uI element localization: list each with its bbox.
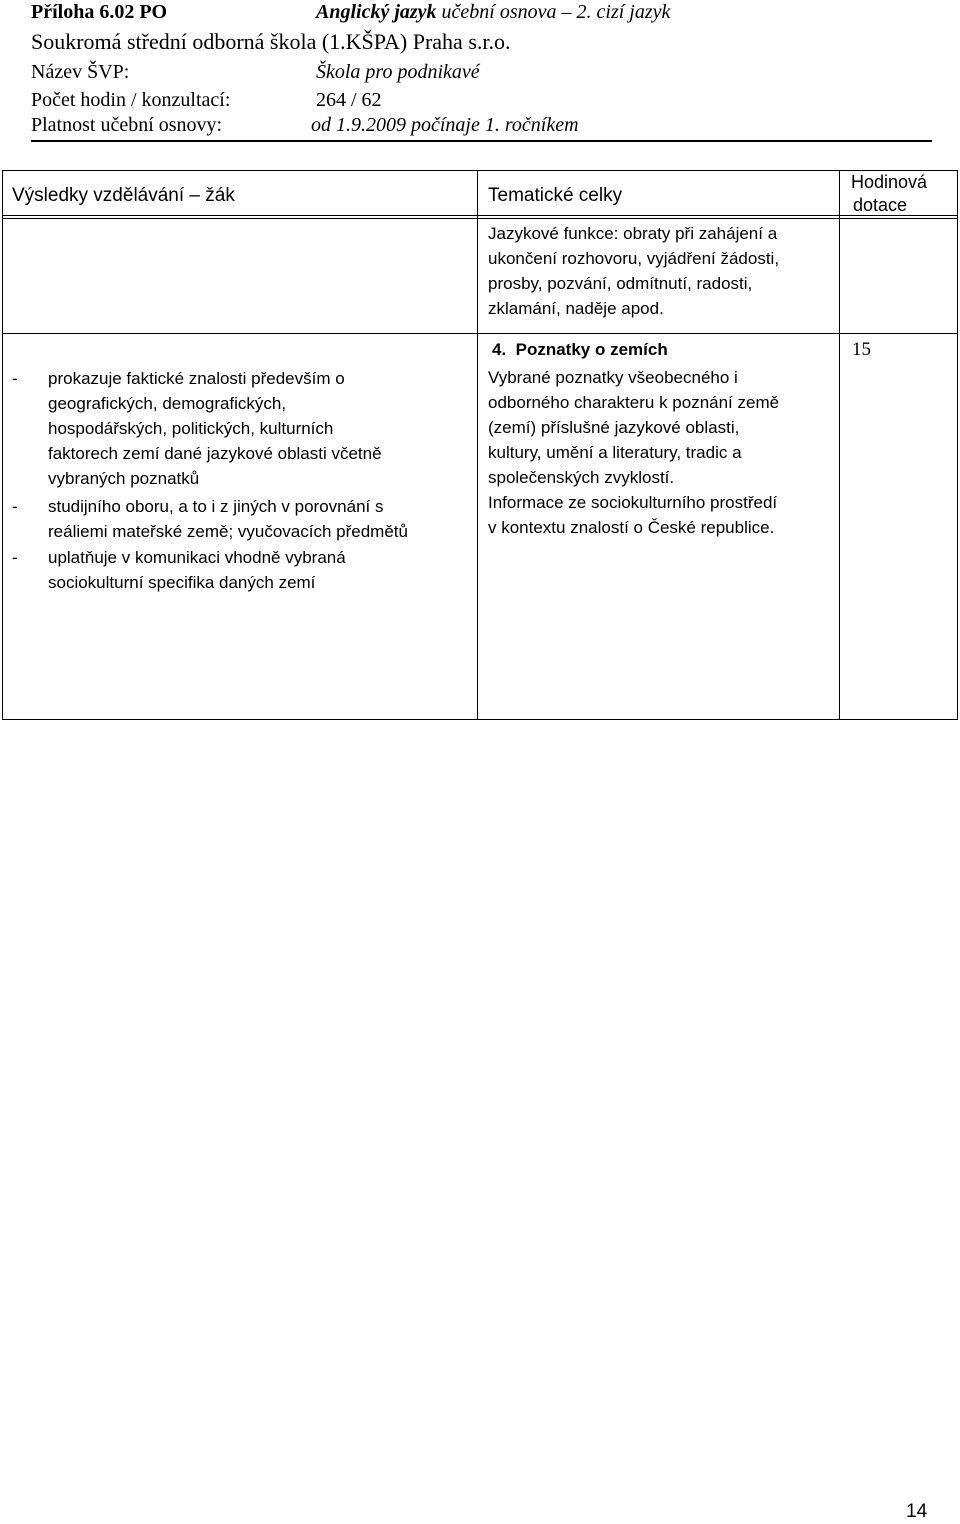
validity-label: Platnost učební osnovy:	[31, 114, 223, 136]
col-header-hours-line2: dotace	[853, 195, 908, 215]
annex-label: Příloha 6.02 PO	[31, 1, 168, 23]
outcome-line: geografických, demografických,	[48, 394, 287, 413]
header-divider	[31, 140, 932, 142]
row2-topic-line: v kontextu znalostí o České republice.	[488, 518, 775, 537]
row1-topic-line: ukončení rozhovoru, vyjádření žádosti,	[488, 249, 780, 268]
hours-value: 264 / 62	[316, 89, 382, 111]
outcome-line: studijního oboru, a to i z jiných v porovnání s	[48, 497, 384, 516]
row2-topic-line: (zemí) příslušné jazykové oblasti,	[488, 418, 740, 437]
outcome-line: sociokulturní specifika daných zemí	[48, 573, 316, 592]
outcome-bullet: -	[12, 369, 18, 388]
table-border-bottom	[2, 719, 958, 720]
validity-value: od 1.9.2009 počínaje 1. ročníkem	[311, 114, 579, 136]
col-header-hours-line1: Hodinová	[851, 172, 928, 192]
row2-topic-line: společenských zvyklostí.	[488, 468, 675, 487]
table-row-rule	[2, 333, 958, 334]
row2-topic-line: Vybrané poznatky všeobecného i	[488, 368, 738, 387]
table-col-divider-2	[839, 170, 840, 720]
table-border-right	[957, 170, 958, 720]
col-header-topics: Tematické celky	[488, 185, 623, 206]
row1-topic-line: prosby, pozvání, odmítnutí, radosti,	[488, 274, 753, 293]
row2-topic-line: odborného charakteru k poznání země	[488, 393, 780, 412]
hours-label: Počet hodin / konzultací:	[31, 89, 231, 111]
svp-label: Název ŠVP:	[31, 61, 130, 83]
outcome-bullet: -	[12, 497, 18, 516]
outcome-line: hospodářských, politických, kulturních	[48, 419, 334, 438]
page-number: 14	[906, 1501, 928, 1522]
outcome-line: vybraných poznatků	[48, 469, 200, 488]
subject-line	[316, 0, 670, 24]
row2-topic-heading: 4. Poznatky o zemích	[492, 340, 668, 359]
outcome-line: faktorech zemí dané jazykové oblasti včetně	[48, 444, 382, 463]
table-header-rule-1	[2, 215, 958, 216]
svp-value: Škola pro podnikavé	[316, 61, 480, 83]
subject-name: Anglický jazyk	[316, 1, 437, 23]
table-border-left	[2, 170, 3, 720]
row1-topic-line: Jazykové funkce: obraty při zahájení a	[488, 224, 778, 243]
row2-topic-line: kultury, umění a literatury, tradic a	[488, 443, 742, 462]
row2-topic-line: Informace ze sociokulturního prostředí	[488, 493, 778, 512]
table-border-top	[2, 170, 958, 171]
outcome-bullet: -	[12, 548, 18, 567]
outcome-line: reáliemi mateřské země; vyučovacích předmětů	[48, 522, 408, 541]
subject-description: učební osnova – 2. cizí jazyk	[441, 1, 671, 23]
table-header-rule-2	[2, 218, 958, 219]
row2-hours: 15	[852, 339, 871, 360]
table-col-divider-1	[477, 170, 478, 720]
col-header-outcomes: Výsledky vzdělávání – žák	[12, 185, 235, 206]
row1-topic-line: zklamání, naděje apod.	[488, 299, 664, 318]
outcome-line: prokazuje faktické znalosti především o	[48, 369, 345, 388]
outcome-line: uplatňuje v komunikaci vhodně vybraná	[48, 548, 346, 567]
